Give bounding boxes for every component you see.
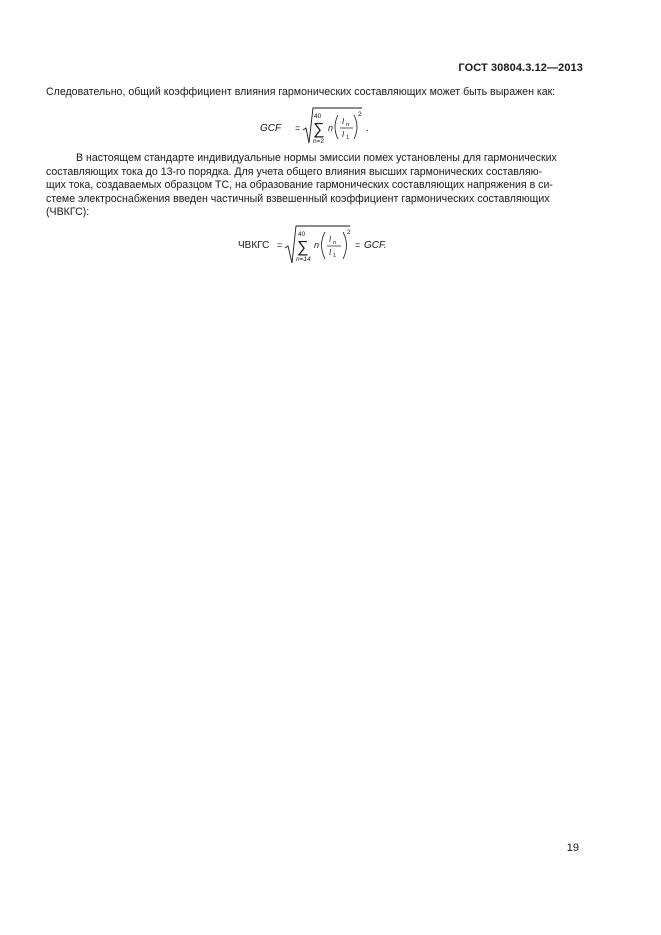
sum-lower-limit: n=14 [296,256,311,263]
exponent: 2 [358,111,362,118]
formula-equals: = [277,240,283,250]
formula-rhs: GCF. [364,240,387,251]
formula-period: . [366,123,369,134]
paragraph-line: (ЧВКГС): [46,206,90,218]
formula-gcf [258,106,388,148]
index-n: n [314,240,320,250]
paragraph-intro: Следовательно, общий коэффициент влияния гармонических составляющих может быть выражен как: [46,86,556,98]
right-paren [343,232,347,259]
paragraph-line: стеме электроснабжения введен частичный взвешенный коэффициент гармонических составляющих [46,192,550,205]
sum-symbol: ∑ [297,239,309,256]
fraction-numerator: I [342,117,345,126]
fraction-numerator: I [329,235,332,244]
paragraph-main [46,152,584,220]
right-paren [354,115,357,139]
numerator-subscript: n [333,240,337,246]
formula-lhs: ЧВКГС [238,240,270,251]
paragraph-line: щих тока, создаваемых образцом ТС, на образование гармонических составляющих напряжения в си- [46,179,553,191]
formula-equals: = [295,123,301,133]
paragraph-line: В настоящем стандарте индивидуальные нормы эмиссии помех установлены для гармонических [76,152,557,164]
sum-symbol: ∑ [313,121,325,138]
denominator-subscript: 1 [333,253,337,259]
formula-pwhd [236,224,396,268]
page-number: 19 [566,842,579,854]
denominator-subscript: 1 [346,135,350,141]
exponent: 2 [347,229,351,236]
fraction-denominator: I [342,130,345,139]
left-paren [322,232,326,259]
paragraph-line: составляющих тока до 13-го порядка. Для учета общего влияния высших гармонических составляю- [46,165,543,178]
rhs-equals: = [355,240,361,250]
formula-lhs: GCF [260,123,282,134]
left-paren [335,115,338,139]
sum-upper-limit: 40 [314,113,322,120]
fraction-denominator: I [329,248,332,257]
index-n: n [328,123,334,133]
numerator-subscript: n [346,122,350,128]
sum-lower-limit: n=2 [313,138,325,145]
document-number: ГОСТ 30804.3.12—2013 [458,62,583,74]
sum-upper-limit: 40 [298,231,306,238]
